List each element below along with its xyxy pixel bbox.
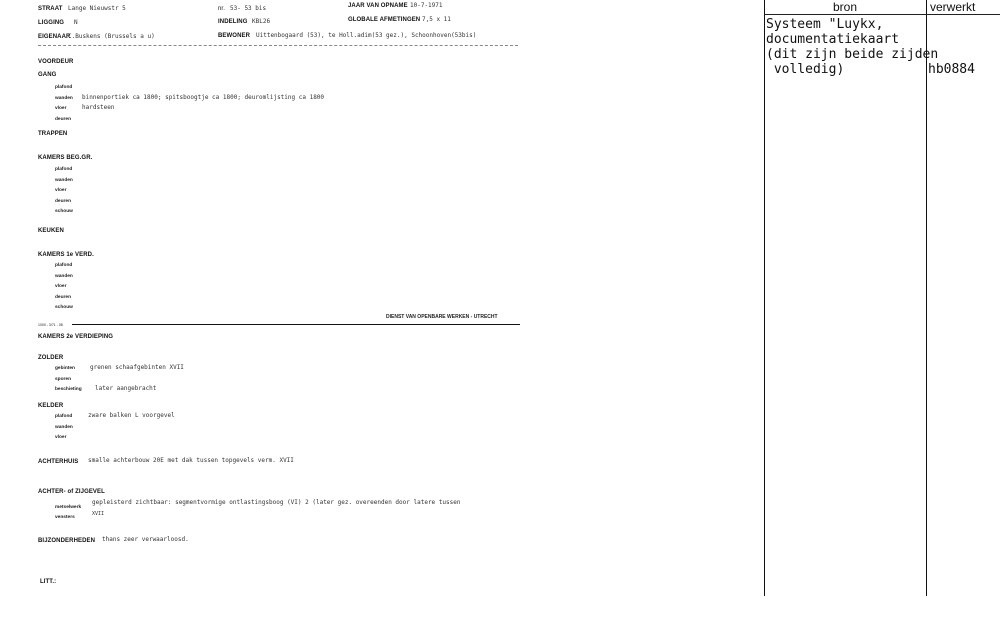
kb-deuren-label: deuren	[55, 199, 71, 204]
metselwerk-value: gepleisterd zichtbaar: segmentvormige ontlastingsboog (VI) 2 (later gez. overeenden door latere tussen	[92, 499, 461, 506]
indeling-value: KBL26	[252, 18, 271, 25]
source-table-column-divider	[926, 0, 927, 596]
afmetingen-value: 7,5 x 11	[422, 16, 451, 23]
kelder-wanden-label: wanden	[55, 425, 73, 430]
gang-label: GANG	[38, 72, 57, 78]
afmetingen-label: GLOBALE AFMETINGEN	[348, 17, 421, 23]
kelder-plafond-value: zware balken L voorgevel	[88, 412, 175, 419]
gang-wanden-label: wanden	[55, 96, 73, 101]
zolder-sporen-label: sporen	[55, 377, 71, 382]
kb-schouw-label: schouw	[55, 209, 73, 214]
nr-label: nr.	[218, 6, 225, 12]
k1-vloer-label: vloer	[55, 284, 67, 289]
kb-vloer-label: vloer	[55, 188, 67, 193]
eigenaar-value: C.Buskens (Brussels a u)	[68, 33, 155, 40]
zolder-beschieting-value: later aangebracht	[95, 385, 157, 392]
ligging-value: N	[74, 19, 78, 26]
zolder-gebinten-label: gebinten	[55, 366, 75, 371]
bron-text: Systeem "Luykx, documentatiekaart (dit zijn beide zijden volledig)	[766, 17, 939, 77]
vensters-label: vensters	[55, 515, 75, 520]
kelder-label: KELDER	[38, 403, 64, 409]
bijzonderheden-label: BIJZONDERHEDEN	[38, 538, 96, 544]
verwerkt-header: verwerkt	[930, 0, 976, 14]
gang-deuren-label: deuren	[55, 117, 71, 122]
eigenaar-label: EIGENAAR	[38, 34, 71, 40]
gang-vloer-value: hardsteen	[82, 104, 115, 111]
kelder-plafond-label: plafond	[55, 414, 73, 419]
zolder-beschieting-label: beschieting	[55, 387, 82, 392]
gang-wanden-value: binnenportiek ca 1800; spitsboogtje ca 1800; deuromlijsting ca 1800	[82, 94, 325, 101]
voordeur-label: VOORDEUR	[38, 59, 74, 65]
k1-deuren-label: deuren	[55, 295, 71, 300]
metselwerk-label: metselwerk	[55, 505, 82, 510]
achterhuis-label: ACHTERHUIS	[38, 459, 79, 465]
header-divider	[38, 45, 518, 46]
indeling-label: INDELING	[218, 19, 248, 25]
achtergevel-label: ACHTER- of ZIJGEVEL	[38, 489, 105, 495]
vensters-value: XVII	[92, 511, 105, 517]
jaar-value: 10-7-1971	[410, 2, 443, 9]
straat-label: STRAAT	[38, 6, 63, 12]
dienst-footer: DIENST VAN OPENBARE WERKEN - UTRECHT	[386, 314, 498, 320]
straat-value: Lange Nieuwstr 5	[68, 5, 126, 12]
kb-wanden-label: wanden	[55, 178, 73, 183]
gang-vloer-label: vloer	[55, 106, 67, 111]
nr-value: 53- 53 bis	[230, 5, 267, 12]
ligging-label: LIGGING	[38, 20, 65, 26]
litt-label: LITT.:	[40, 579, 57, 585]
k1-schouw-label: schouw	[55, 305, 73, 310]
zolder-label: ZOLDER	[38, 355, 64, 361]
zolder-gebinten-value: grenen schaafgebinten XVII	[90, 364, 184, 371]
verwerkt-text: hb0884	[928, 62, 975, 77]
gang-plafond-label: plafond	[55, 85, 73, 90]
bewoner-value: Uittenbogaard (53), te Holl.adim(53 gez.), Schoonhoven(53bis)	[256, 32, 477, 39]
source-table-header-divider	[764, 14, 1000, 15]
bron-header: bron	[833, 0, 858, 14]
k1-wanden-label: wanden	[55, 274, 73, 279]
card-fold-line	[72, 324, 520, 325]
achterhuis-value: smalle achterbouw 20E met dak tussen topgevels verm. XVII	[88, 457, 294, 464]
bewoner-label: BEWONER	[218, 33, 251, 39]
kamers-2-label: KAMERS 2e VERDIEPING	[38, 334, 114, 340]
kamers-beg-label: KAMERS BEG.GR.	[38, 155, 93, 161]
kamers-1-label: KAMERS 1e VERD.	[38, 252, 94, 258]
keuken-label: KEUKEN	[38, 228, 64, 234]
k1-plafond-label: plafond	[55, 263, 73, 268]
jaar-label: JAAR VAN OPNAME	[348, 3, 408, 9]
card-print-code: 1000 - 3/71 - 08	[38, 323, 63, 327]
kb-plafond-label: plafond	[55, 167, 73, 172]
source-table-left-border	[764, 0, 765, 596]
bijzonderheden-value: thans zeer verwaarloosd.	[102, 536, 189, 543]
trappen-label: TRAPPEN	[38, 131, 68, 137]
kelder-vloer-label: vloer	[55, 435, 67, 440]
